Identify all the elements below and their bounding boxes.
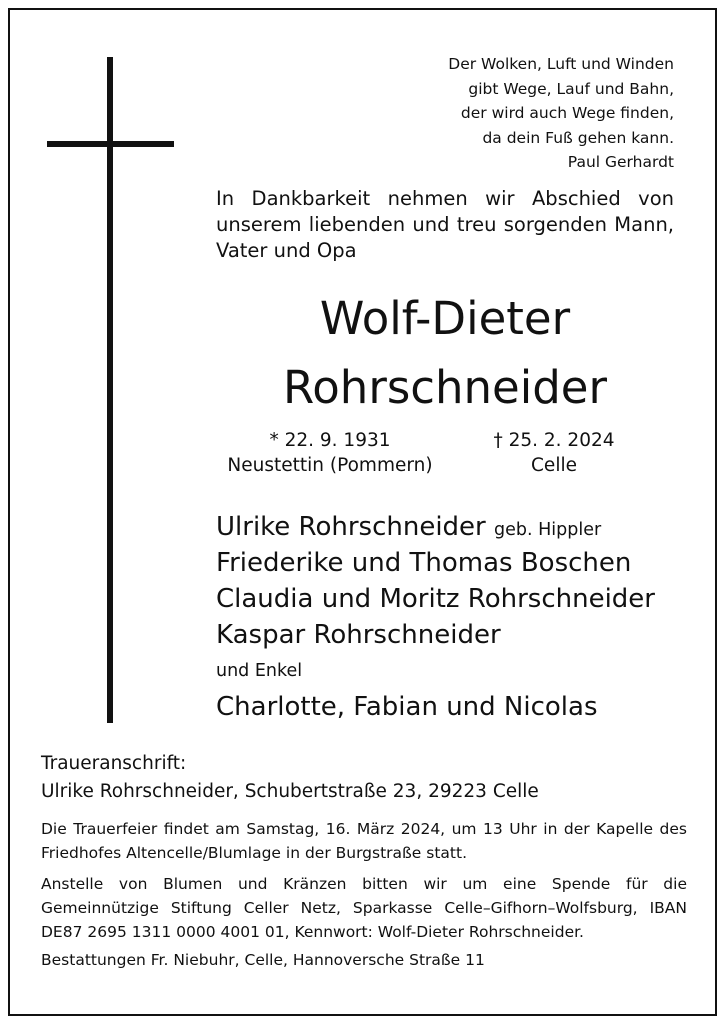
mourner-widow [216,509,655,545]
deceased-last-name: Rohrschneider [283,361,607,414]
poem-line: da dein Fuß gehen kann. [482,128,674,147]
grandchildren-label: und Enkel [216,661,303,681]
mourners-list [216,509,655,725]
poem-verse [448,52,674,175]
death-place: Celle [531,455,577,476]
mourning-address [41,750,539,806]
mourner-row: Kaspar Rohrschneider [216,620,501,650]
cross-icon [107,57,113,723]
funeral-service-notice: Die Trauerfeier findet am Samstag, 16. März 2024, um 13 Uhr in der Kapelle des Friedhofes Altencelle/Blumlage in der Burgstraße statt. [41,820,687,862]
widow-name: Ulrike Rohrschneider [216,512,486,542]
donation-notice: Anstelle von Blumen und Kränzen bitten wir um eine Spende für die Gemeinnützige Stiftung Celler Netz, Sparkasse Celle–Gifhorn–Wolfsburg, IBAN DE87 2695 1311 0000 4001 01, Kennwort: Wolf-Dieter Rohrschneider. [41,875,687,941]
mourner-row: Friederike und Thomas Boschen [216,548,632,578]
deceased-first-name: Wolf-Dieter [319,292,571,345]
poem-line: der wird auch Wege finden, [460,104,674,122]
undertaker-info: Bestattungen Fr. Niebuhr, Celle, Hannoversche Straße 11 [41,951,485,969]
birth-place: Neustettin (Pommern) [227,455,433,476]
poem-line: gibt Wege, Lauf und Bahn, [468,79,674,98]
intro-text: In Dankbarkeit nehmen wir Abschied von unserem liebenden und treu sorgenden Mann, Vater und Opa [216,187,674,262]
widow-maiden-name: geb. Hippler [494,520,602,540]
grandchildren-names: Charlotte, Fabian und Nicolas [216,692,598,722]
birth-info [216,428,444,478]
birth-date: * 22. 9. 1931 [269,430,391,451]
poem-line: Der Wolken, Luft und Winden [448,55,674,73]
poem-author: Paul Gerhardt [567,153,674,171]
death-info [466,428,642,478]
mourner-row: Claudia und Moritz Rohrschneider [216,584,655,614]
address-label: Traueranschrift: [41,753,187,774]
death-date: † 25. 2. 2024 [493,430,615,451]
address-line: Ulrike Rohrschneider, Schubertstraße 23, 29223 Celle [41,781,539,802]
cross-icon-crossbar [47,141,174,147]
